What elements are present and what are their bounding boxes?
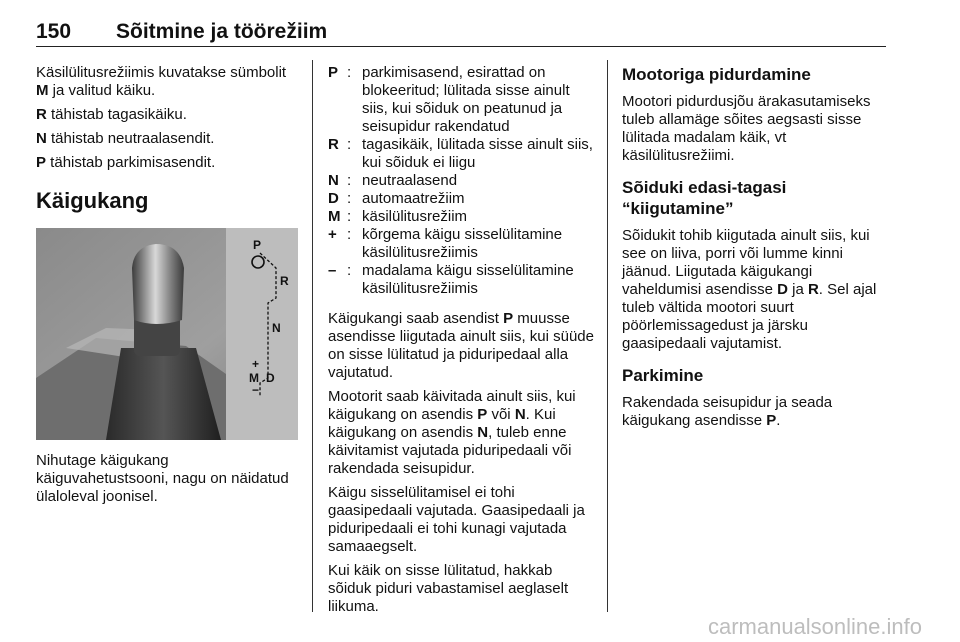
def-row-d: D : automaatrežiim [328,190,465,207]
indicator-r: R tähistab tagasikäiku. [36,106,187,123]
label-plus: + [252,357,260,371]
section-heading-gear-lever: Käigukang [36,188,149,213]
label-n: N [272,321,281,335]
gear-lever-illustration [36,228,298,440]
engine-start-paragraph: Mootorit saab käivitada ainult siis, kui käigukang on asendis P või N. Kui käigukang on asendis N, tuleb enne käivitamist vajutada piduripedaali või rakendada seisupidur. [328,388,576,477]
minus-icon: – [328,262,337,279]
creep-paragraph: Kui käik on sisse lülitatud, hakkab sõiduk piduri vabastamisel aeglaselt liikuma. [328,562,569,615]
engine-braking-paragraph: Mootori pidurdusjõu ärakasutamiseks tuleb allamäge sõites aegsasti sisse lülitada madalam käik, vt käsilülitusrežiimi. [622,93,871,164]
indicator-n: N tähistab neutraalasendit. [36,130,215,147]
def-row-p: P : parkimisasend, esirattad on blokeeritud; lülitada sisse ainult siis, kui sõiduk on peatunud ja seisupidur rakendatud [328,64,570,135]
parking-paragraph: Rakendada seisupidur ja seada käigukang asendisse P. [622,394,833,429]
gear-knob [132,244,184,324]
plus-icon: + [328,226,337,243]
watermark: carmanualsonline.info [707,614,922,639]
label-minus: − [252,383,260,397]
pedal-warning-paragraph: Käigu sisselülitamisel ei tohi gaasipedaali vajutada. Gaasipedaali ja piduripedaali ei tohi kunagi vajutada samaaegselt. [328,484,585,555]
column-divider-2 [607,60,608,612]
column-1 [36,64,300,512]
manual-mode-paragraph: Käsilülitusrežiimis kuvatakse sümbolit M ja valitud käiku. [36,64,287,99]
page-number: 150 [36,20,72,43]
heading-parking: Parkimine [622,366,704,385]
def-row-m: M : käsilülitusrežiim [328,208,468,225]
label-r: R [280,274,289,288]
gear-positions-list [328,64,598,298]
column-2 [328,64,598,622]
indicator-p: P tähistab parkimisasendit. [36,154,216,171]
rocking-paragraph: Sõidukit tohib kiigutada ainult siis, kui see on liiva, porri või lumme kinni jäänud. Liigutada käigukangi vaheldumisi asendisse D ja R. Sel ajal tuleb vältida mootori suurt pöörlemissagedust ja järsku gaasipedaali vajutamist. [622,227,877,352]
label-p: P [253,238,262,252]
def-row-minus: – : madalama käigu sisselülitamine käsilülitusrežiimis [328,262,574,297]
page-title: Sõitmine ja töörežiim [116,20,328,43]
def-row-plus: + : kõrgema käigu sisselülitamine käsilülitusrežiimis [328,226,563,261]
gear-indicator-panel [226,228,298,440]
column-divider-1 [312,60,313,612]
shift-from-park-paragraph: Käigukangi saab asendist P muusse asendisse liigutada ainult siis, kui süüde on sisse lülitatud ja piduripedaal alla vajutatud. [328,310,594,381]
page-header [36,14,886,47]
heading-rocking: Sõiduki edasi-tagasi “kiigutamine” [622,178,787,218]
column-3 [622,64,892,436]
label-m: M [249,371,259,385]
label-d: D [266,371,275,385]
def-row-r: R : tagasikäik, lülitada sisse ainult siis, kui sõiduk ei liigu [328,136,593,171]
heading-engine-braking: Mootoriga pidurdamine [622,65,811,84]
def-row-n: N : neutraalasend [328,172,458,189]
figure-caption: Nihutage käigukang käiguvahetustsooni, nagu on näidatud ülaloleval joonisel. [36,452,289,505]
